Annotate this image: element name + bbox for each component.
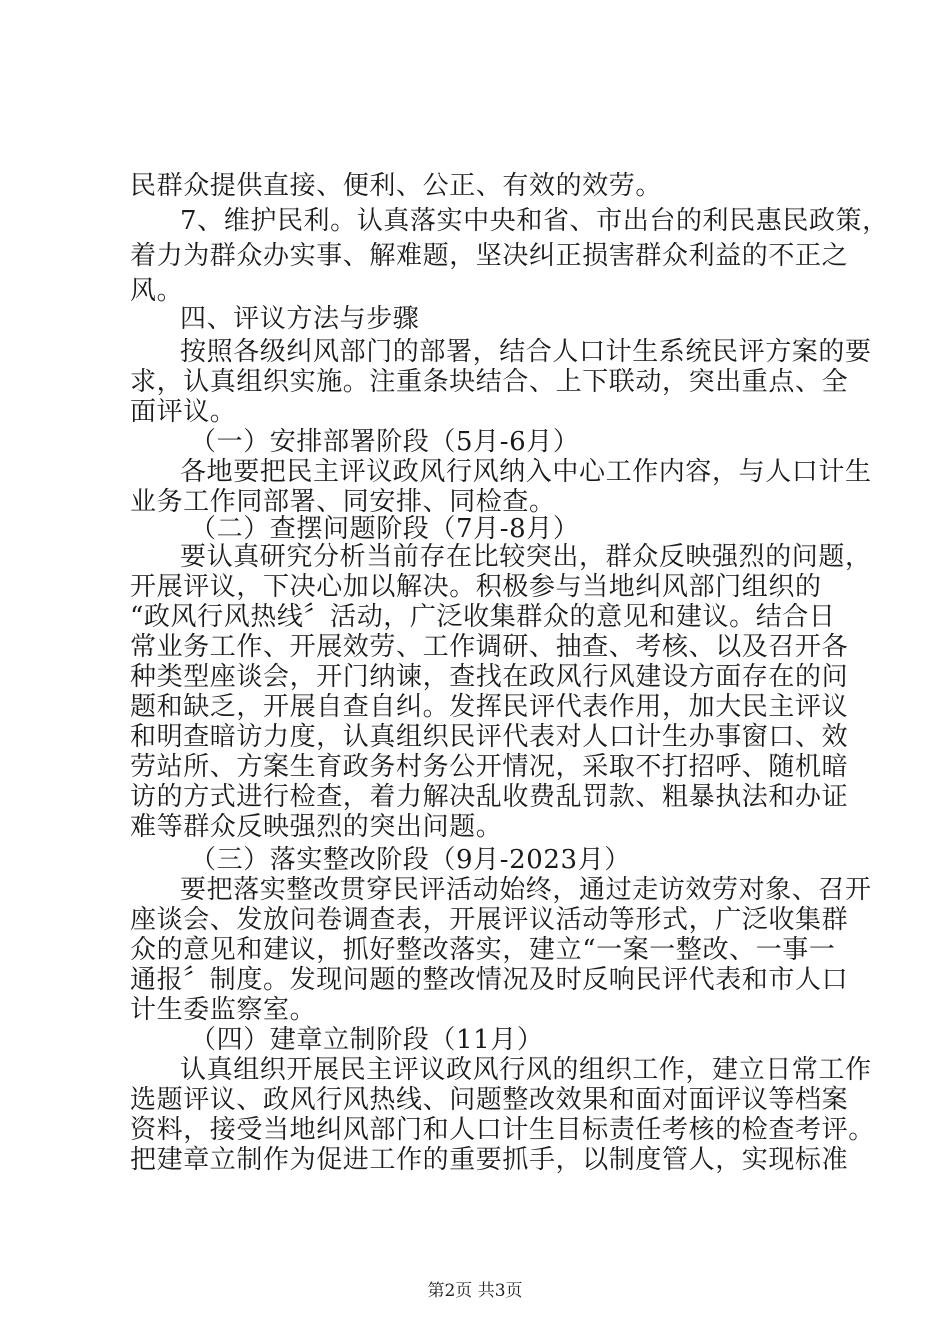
text-line: 面评议。 <box>130 397 237 427</box>
text-line: “政风行风热线〞活动，广泛收集群众的意见和建议。结合日 <box>130 602 836 632</box>
text-line: 计生委监察室。 <box>130 995 317 1025</box>
text-line: 认真组织开展民主评议政风行风的组织工作，建立日常工作 <box>180 1055 872 1085</box>
text-line: 种类型座谈会，开门纳谏，查找在政风行风建设方面存在的问 <box>130 662 849 692</box>
text-line: 和明查暗访力度，认真组织民评代表对人口计生办事窗口、效 <box>130 722 849 752</box>
text-line: 众的意见和建议，抓好整改落实，建立“一案一整改、一事一 <box>130 935 836 965</box>
text-line: 要把落实整改贯穿民评活动始终，通过走访效劳对象、召开 <box>180 875 872 905</box>
subsection-heading: （三）落实整改阶段（9月-2023月） <box>190 845 631 875</box>
text-line: 风。 <box>130 276 184 306</box>
text-line: 选题评议、政风行风热线、问题整改效果和面对面评议等档案 <box>130 1085 849 1115</box>
subsection-heading: （四）建章立制阶段（11月） <box>190 1025 544 1055</box>
text-line: 常业务工作、开展效劳、工作调研、抽查、考核、以及召开各 <box>130 632 849 662</box>
text-line: 着力为群众办实事、解难题，坚决纠正损害群众利益的不正之 <box>130 241 849 271</box>
text-line: 把建章立制作为促进工作的重要抓手，以制度管人，实现标准 <box>130 1145 849 1175</box>
text-line: 业务工作同部署、同安排、同检查。 <box>130 487 556 517</box>
subsection-heading: （二）查摆问题阶段（7月-8月） <box>190 514 580 544</box>
text-line: 座谈会、发放问卷调查表，开展评议活动等形式，广泛收集群 <box>130 905 849 935</box>
text-line: 按照各级纠风部门的部署，结合人口计生系统民评方案的要 <box>180 337 872 367</box>
text-line: 通报〞制度。发现问题的整改情况及时反响民评代表和市人口 <box>130 965 849 995</box>
text-line: 7、维护民利。认真落实中央和省、市出台的利民惠民政策， <box>180 206 889 236</box>
text-line: 访的方式进行检查，着力解决乱收费乱罚款、粗暴执法和办证 <box>130 782 849 812</box>
section-heading: 四、评议方法与步骤 <box>180 304 420 334</box>
text-line: 难等群众反映强烈的突出问题。 <box>130 812 503 842</box>
text-line: 题和缺乏，开展自查自纠。发挥民评代表作用，加大民主评议 <box>130 692 849 722</box>
text-line: 要认真研究分析当前存在比较突出，群众反映强烈的问题， <box>180 542 872 572</box>
text-line: 各地要把民主评议政风行风纳入中心工作内容，与人口计生 <box>180 457 872 487</box>
text-line: 开展评议，下决心加以解决。积极参与当地纠风部门组织的 <box>130 572 822 602</box>
text-line: 求，认真组织实施。注重条块结合、上下联动，突出重点、全 <box>130 367 849 397</box>
text-line: 民群众提供直接、便利、公正、有效的效劳。 <box>130 171 663 201</box>
page-footer: 第2页 共3页 <box>427 1281 523 1301</box>
text-line: 资料，接受当地纠风部门和人口计生目标责任考核的检查考评。 <box>130 1115 875 1145</box>
text-line: 劳站所、方案生育政务村务公开情况，采取不打招呼、随机暗 <box>130 752 849 782</box>
subsection-heading: （一）安排部署阶段（5月-6月） <box>190 427 580 457</box>
